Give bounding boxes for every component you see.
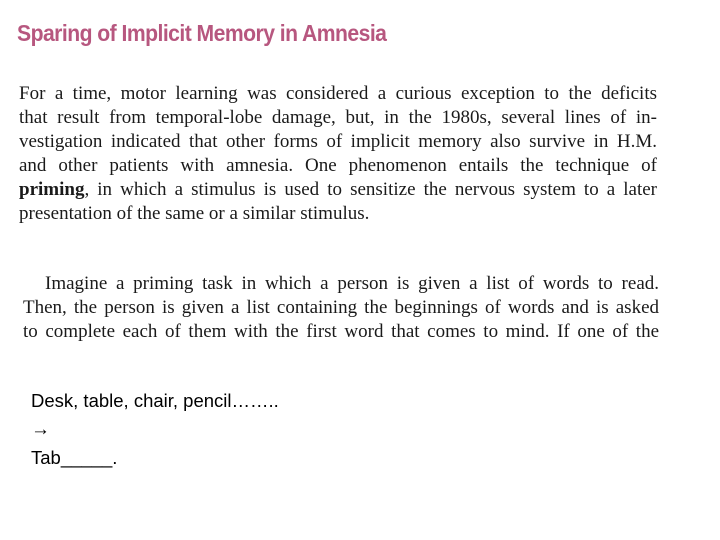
priming-example [31,387,279,473]
page-title: Sparing of Implicit Memory in Amnesia [17,20,387,46]
keyword-priming: priming [19,179,85,200]
example-word-stem: Tab_____. [31,447,118,468]
example-word-list: Desk, table, chair, pencil…….. [31,390,279,411]
paragraph-line: For a time, motor learning was considered a curious exception to the deficits [19,83,657,104]
paragraph-line: Imagine a priming task in which a person is given a list of words to read. [45,273,659,294]
arrow-right-icon: → [31,418,50,440]
paragraph-line: that result from temporal-lobe damage, but, in the 1980s, several lines of in- [19,107,657,128]
paragraph-line: to complete each of them with the first word that comes to mind. If one of the [23,321,659,342]
paragraph-line: Then, the person is given a list containing the beginnings of words and is asked [23,297,659,318]
paragraph-line: presentation of the same or a similar stimulus. [19,203,370,224]
paragraph-line-with-keyword [19,178,657,202]
paragraph-line-text: in which a stimulus is used to sensitize the nervous system to a later [97,179,658,200]
body-paragraph-1 [19,82,657,226]
body-paragraph-2 [23,272,659,344]
paragraph-line: and other patients with amnesia. One phenomenon entails the technique of [19,155,657,176]
keyword-suffix: , [84,179,90,200]
paragraph-line: vestigation indicated that other forms of implicit memory also survive in H.M. [19,131,657,152]
